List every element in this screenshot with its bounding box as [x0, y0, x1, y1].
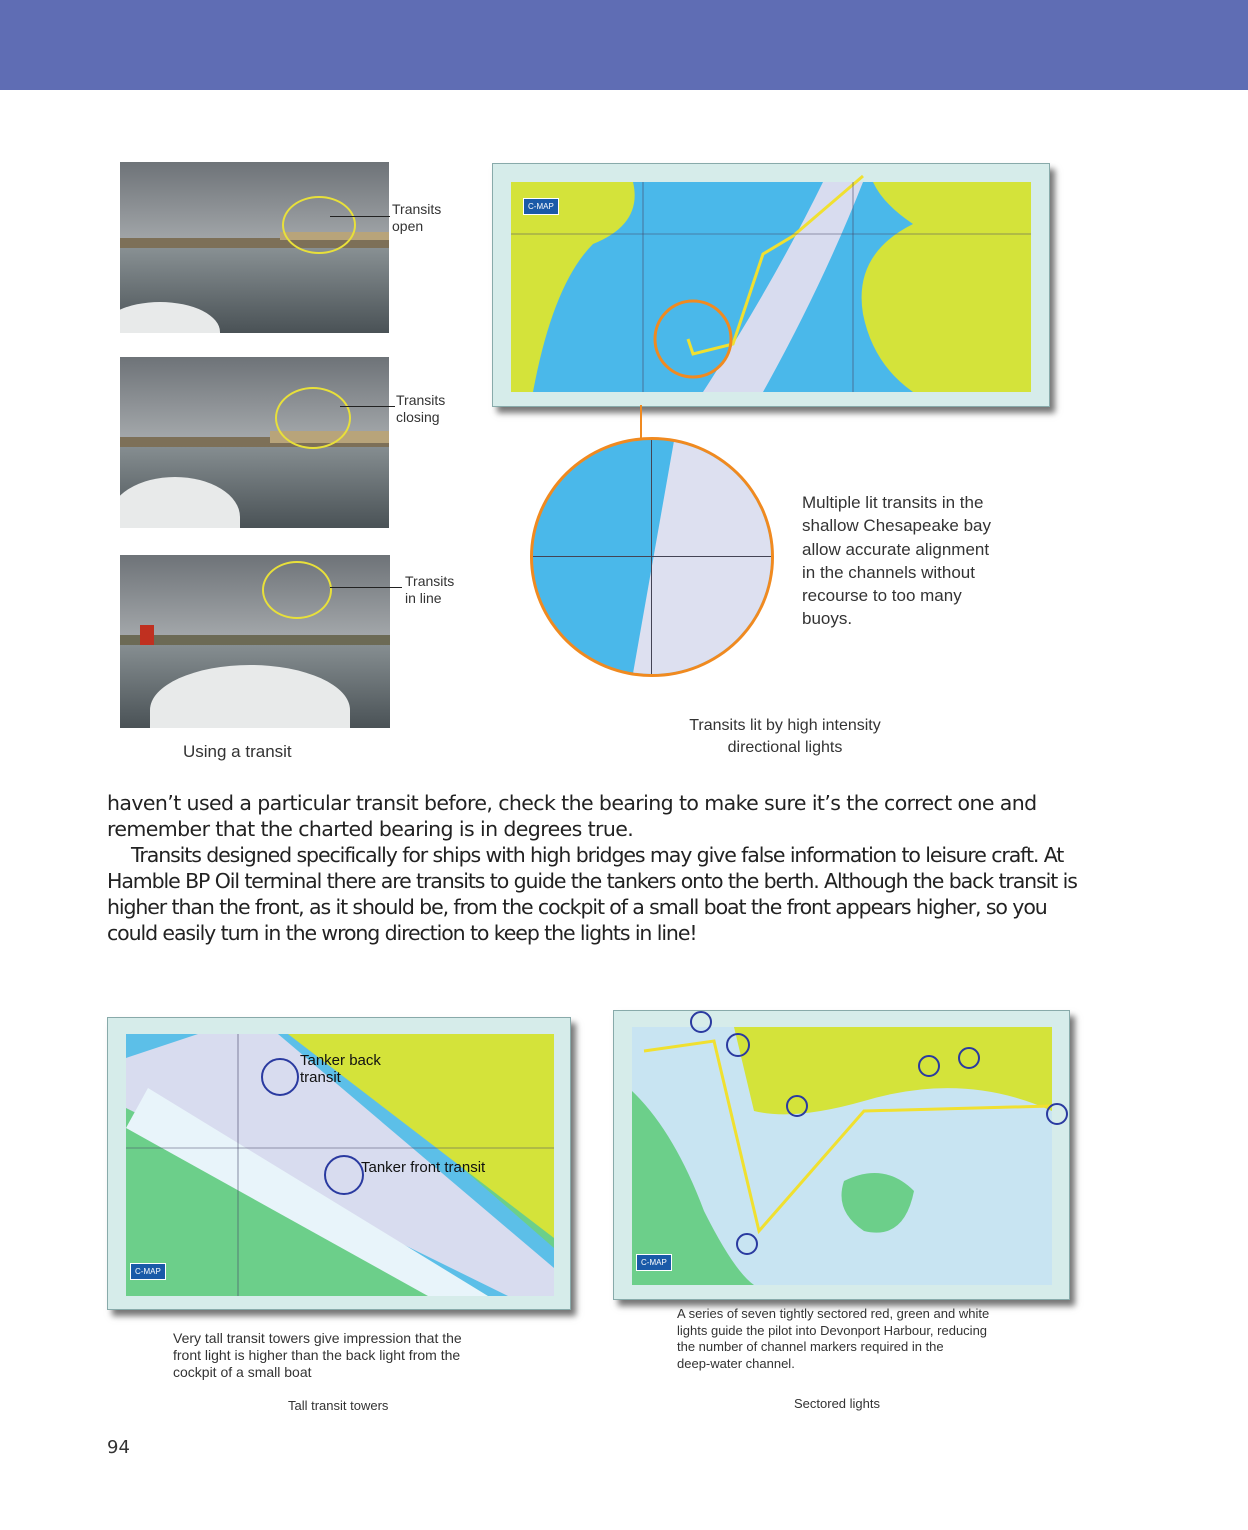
bottom-right-caption: A series of seven tightly sectored red, green and white lights guide the pilot into Devonport Harbour, reducing the number of channel markers required in the deep-water channel.: [677, 1306, 990, 1371]
bottom-left-title: Tall transit towers: [288, 1398, 389, 1413]
paragraph-2: Transits designed specifically for ships with high bridges may give false information to leisure craft. At Hamble BP Oil terminal there are transits to guide the tankers onto the berth. Although the back transit is higher than the front, as it should be, from the cockpit of a small boat the front appears higher, so you could easily turn in the wrong direction to keep the lights in line!: [107, 843, 1077, 945]
cmap-logo: C-MAP: [523, 198, 559, 215]
label-tanker-front-transit: Tanker front transit: [361, 1159, 486, 1176]
photo-label-open: Transits open: [392, 201, 442, 234]
devonport-chart: [613, 1010, 1070, 1300]
header-band: [0, 0, 1248, 90]
chesapeake-chart: [492, 163, 1050, 407]
photo-label-in-line: Transits in line: [405, 573, 455, 606]
photo-caption: Using a transit: [183, 742, 292, 761]
page-number: 94: [107, 1437, 130, 1458]
cmap-logo: C-MAP: [636, 1254, 672, 1271]
bottom-left-caption: Very tall transit towers give impression that the front light is higher than the back light from the cockpit of a small boat: [173, 1330, 462, 1380]
label-tanker-back-transit: Tanker back transit: [300, 1052, 381, 1086]
bottom-right-title: Sectored lights: [794, 1396, 880, 1411]
top-chart-caption: Transits lit by high intensity directional lights: [689, 717, 881, 756]
chart-zoom-inset: [530, 437, 774, 677]
zoom-description: Multiple lit transits in the shallow Chesapeake bay allow accurate alignment in the channels without recourse to too many buoys.: [802, 493, 992, 629]
photo-label-closing: Transits closing: [396, 392, 446, 425]
photo-transits-closing: [120, 357, 389, 528]
photo-transits-in-line: [120, 555, 390, 728]
cmap-logo: C-MAP: [130, 1263, 166, 1280]
photo-transits-open: [120, 162, 389, 333]
body-text: [107, 790, 1097, 946]
paragraph-1: haven’t used a particular transit before, check the bearing to make sure it’s the correct one and remember that the charted bearing is in degrees true.: [107, 791, 1037, 841]
